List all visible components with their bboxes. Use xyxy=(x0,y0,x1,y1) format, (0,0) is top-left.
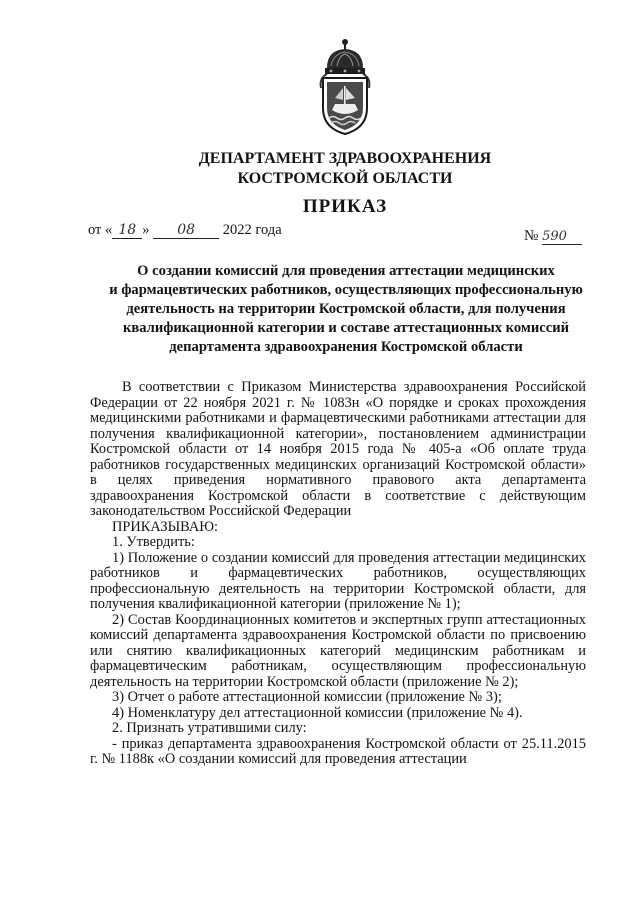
number-label: № xyxy=(524,228,539,244)
item-1-2: 2) Состав Координационных комитетов и экспертных групп аттестационных комиссий департамента здравоохранения Костромской области по присвоению или снятию квалификационных категорий медицинским работникам и фармацевтическим работникам, осуществляющим профессиональную деятельность на территории Костромской области (приложение № 2); xyxy=(90,611,586,690)
date-month: 08 xyxy=(153,223,219,239)
date-mid: » xyxy=(142,222,150,238)
subject-line: квалификационной категории и составе аттестационных комиссий xyxy=(122,320,570,336)
item-2-1: - приказ департамента здравоохранения Костромской области от 25.11.2015 г. № 1188к «О создании комиссий для проведения аттестации xyxy=(90,735,586,767)
document-type: ПРИКАЗ xyxy=(302,196,388,217)
item-1-4: 4) Номенклатуру дел аттестационной комиссии (приложение № 4). xyxy=(112,704,523,721)
subject-line: департамента здравоохранения Костромской области xyxy=(169,339,523,355)
item-1-3: 3) Отчет о работе аттестационной комиссии (приложение № 3); xyxy=(112,689,502,705)
number-value: 590 xyxy=(542,229,582,245)
date-day: 18 xyxy=(112,223,142,239)
department-title: ДЕПАРТАМЕНТ ЗДРАВООХРАНЕНИЯ xyxy=(198,150,492,167)
date-year: 2022 года xyxy=(222,222,282,238)
order-word: ПРИКАЗЫВАЮ: xyxy=(112,518,219,535)
subject-line: О создании комиссий для проведения аттестации медицинских xyxy=(137,263,555,279)
item-2: 2. Признать утратившими силу: xyxy=(112,720,307,736)
item-1: 1. Утвердить: xyxy=(112,534,195,550)
order-date xyxy=(88,222,282,239)
subject-line: деятельность на территории Костромской области, для получения xyxy=(126,301,566,317)
date-prefix: от « xyxy=(88,222,113,238)
order-subject xyxy=(70,262,622,357)
order-body xyxy=(90,380,586,768)
preamble-paragraph: В соответствии с Приказом Министерства здравоохранения Российской Федерации от 22 ноября 2021 г. № 1083н «О порядке и сроках прохождения медицинскими работниками и фармацевтическими работниками аттестации для получения квалификационной категории», постановлением администрации Костромской области от 14 ноября 2015 года № 405-а «Об оплате труда работников государственных медицинских организаций Костромской области» в целях приведения нормативного правового акта департамента здравоохранения Костромской области в соответствие с действующим законодательством Российской Федерации xyxy=(90,379,586,519)
order-number xyxy=(524,228,582,245)
item-1-1: 1) Положение о создании комиссий для проведения аттестации медицинских работников и фармацевтических работников, осуществляющих профессиональную деятельность на территории Костромской области, для получения квалификационной категории (приложение № 1); xyxy=(90,549,586,612)
kostroma-coat-of-arms-icon xyxy=(315,38,375,136)
subject-line: и фармацевтических работников, осуществляющих профессиональную xyxy=(109,282,583,298)
department-region: КОСТРОМСКОЙ ОБЛАСТИ xyxy=(237,170,453,187)
